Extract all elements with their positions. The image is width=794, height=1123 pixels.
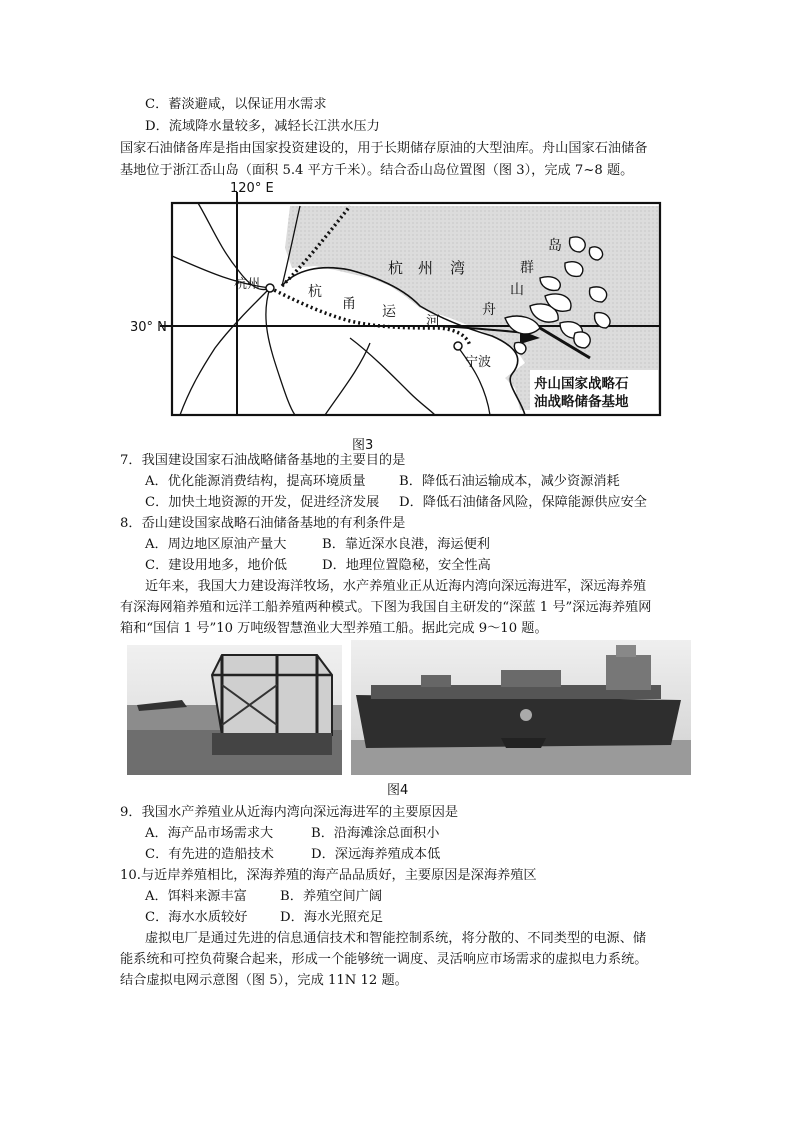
q10-option-c: C．海水水质较好 xyxy=(145,910,248,925)
q7-stem: 7．我国建设国家石油战略储备基地的主要目的是 xyxy=(120,453,406,468)
q9-option-d: D．深远海养殖成本低 xyxy=(311,847,441,862)
intro-line-2: 基地位于浙江岙山岛（面积 5.4 平方千米）。结合岙山岛位置图（图 3），完成 7~8 题。 xyxy=(120,163,634,178)
q7-option-a: A．优化能源消费结构，提高环境质量 xyxy=(145,474,366,489)
figure-4-caption: 图4 xyxy=(387,783,409,798)
islands-label-2: 山 xyxy=(510,282,524,298)
q7-option-c: C．加快土地资源的开发，促进经济发展 xyxy=(145,495,380,510)
q10-option-b: B．养殖空间广阔 xyxy=(280,889,383,904)
para2-line-2: 有深海网箱养殖和远洋工船养殖两种模式。下图为我国自主研发的“深蓝 1 号”深远海养殖网 xyxy=(120,600,652,615)
islands-label-1: 舟 xyxy=(482,302,496,318)
para3-line-3: 结合虚拟电网示意图（图 5），完成 11N 12 题。 xyxy=(120,973,408,988)
q8-option-d: D．地理位置隐秘，安全性高 xyxy=(322,558,491,573)
river-6 xyxy=(455,343,490,415)
figure-3-caption: 图3 xyxy=(352,438,374,453)
q9-stem: 9．我国水产养殖业从近海内湾向深远海进军的主要原因是 xyxy=(120,805,459,820)
q10-option-a: A．饵料来源丰富 xyxy=(145,889,247,904)
river-7 xyxy=(325,343,370,415)
ningbo-dot xyxy=(454,342,462,350)
island-5 xyxy=(574,332,590,348)
river-3 xyxy=(180,288,270,415)
bay-label-1: 杭 xyxy=(388,259,404,277)
lat-label: 30° N xyxy=(130,320,167,335)
cage-base xyxy=(212,733,332,755)
intro-line-1: 国家石油储备库是指由国家投资建设的，用于长期储存原油的大型油库。舟山国家石油储备 xyxy=(120,141,648,156)
city-ningbo-label: 宁波 xyxy=(465,355,492,370)
figure-4-photo-ship xyxy=(351,640,691,775)
ship-bridge xyxy=(606,655,651,690)
q8-stem: 8．岙山建设国家战略石油储备基地的有利条件是 xyxy=(120,516,406,531)
islands-label-4: 岛 xyxy=(548,238,562,254)
city-hangzhou-label: 杭州 xyxy=(234,277,261,292)
option-c-prev: C．蓄淡避咸，以保证用水需求 xyxy=(145,97,327,112)
lon-label: 120° E xyxy=(230,181,274,196)
bay-label-3: 湾 xyxy=(450,259,466,277)
q9-option-c: C．有先进的造船技术 xyxy=(145,847,274,862)
base-label-line-1: 舟山国家战略石 xyxy=(534,376,629,392)
ship-logo xyxy=(520,709,532,721)
q9-option-b: B．沿海滩涂总面积小 xyxy=(311,826,440,841)
para2-line-3: 箱和“国信 1 号”10 万吨级智慧渔业大型养殖工船。据此完成 9～10 题。 xyxy=(120,621,548,636)
tug-boat xyxy=(501,738,546,748)
q8-option-b: B．靠近深水良港，海运便利 xyxy=(322,537,490,552)
net-cage xyxy=(212,655,332,735)
figure-4-photo-cage xyxy=(127,645,342,775)
para3-line-1: 虚拟电厂是通过先进的信息通信技术和智能控制系统，将分散的、不同类型的电源、储 xyxy=(145,931,647,946)
base-label-line-2: 油战略储备基地 xyxy=(534,394,629,410)
island-11 xyxy=(589,247,602,260)
river-5 xyxy=(350,338,435,415)
q8-option-a: A．周边地区原油产量大 xyxy=(145,537,287,552)
canal-label-2: 甬 xyxy=(342,296,356,312)
option-d-prev: D．流域降水量较多，减轻长江洪水压力 xyxy=(145,119,380,134)
q10-stem: 10.与近岸养殖相比，深海养殖的海产品品质好，主要原因是深海养殖区 xyxy=(120,868,537,883)
q10-option-d: D．海水光照充足 xyxy=(280,910,383,925)
q8-option-c: C．建设用地多，地价低 xyxy=(145,558,287,573)
hangzhou-dot xyxy=(266,284,274,292)
bay-label-2: 州 xyxy=(418,259,434,277)
para2-line-1: 近年来，我国大力建设海洋牧场，水产养殖业正从近海内湾向深远海进军，深远海养殖 xyxy=(145,579,647,594)
canal-label-1: 杭 xyxy=(308,284,322,300)
river-4 xyxy=(266,288,295,415)
islands-label-3: 群 xyxy=(520,260,534,276)
canal-label-4: 河 xyxy=(426,314,440,330)
canal-label-3: 运 xyxy=(382,304,396,320)
para3-line-2: 能系统和可控负荷聚合起来，形成一个能够统一调度、灵活响应市场需求的虚拟电力系统。 xyxy=(120,952,648,967)
q7-option-d: D．降低石油储备风险，保障能源供应安全 xyxy=(399,495,647,510)
q7-option-b: B．降低石油运输成本，减少资源消耗 xyxy=(399,474,620,489)
figure-3-map xyxy=(120,178,680,438)
island-10 xyxy=(569,237,585,252)
q9-option-a: A．海产品市场需求大 xyxy=(145,826,274,841)
island-12 xyxy=(514,342,526,354)
